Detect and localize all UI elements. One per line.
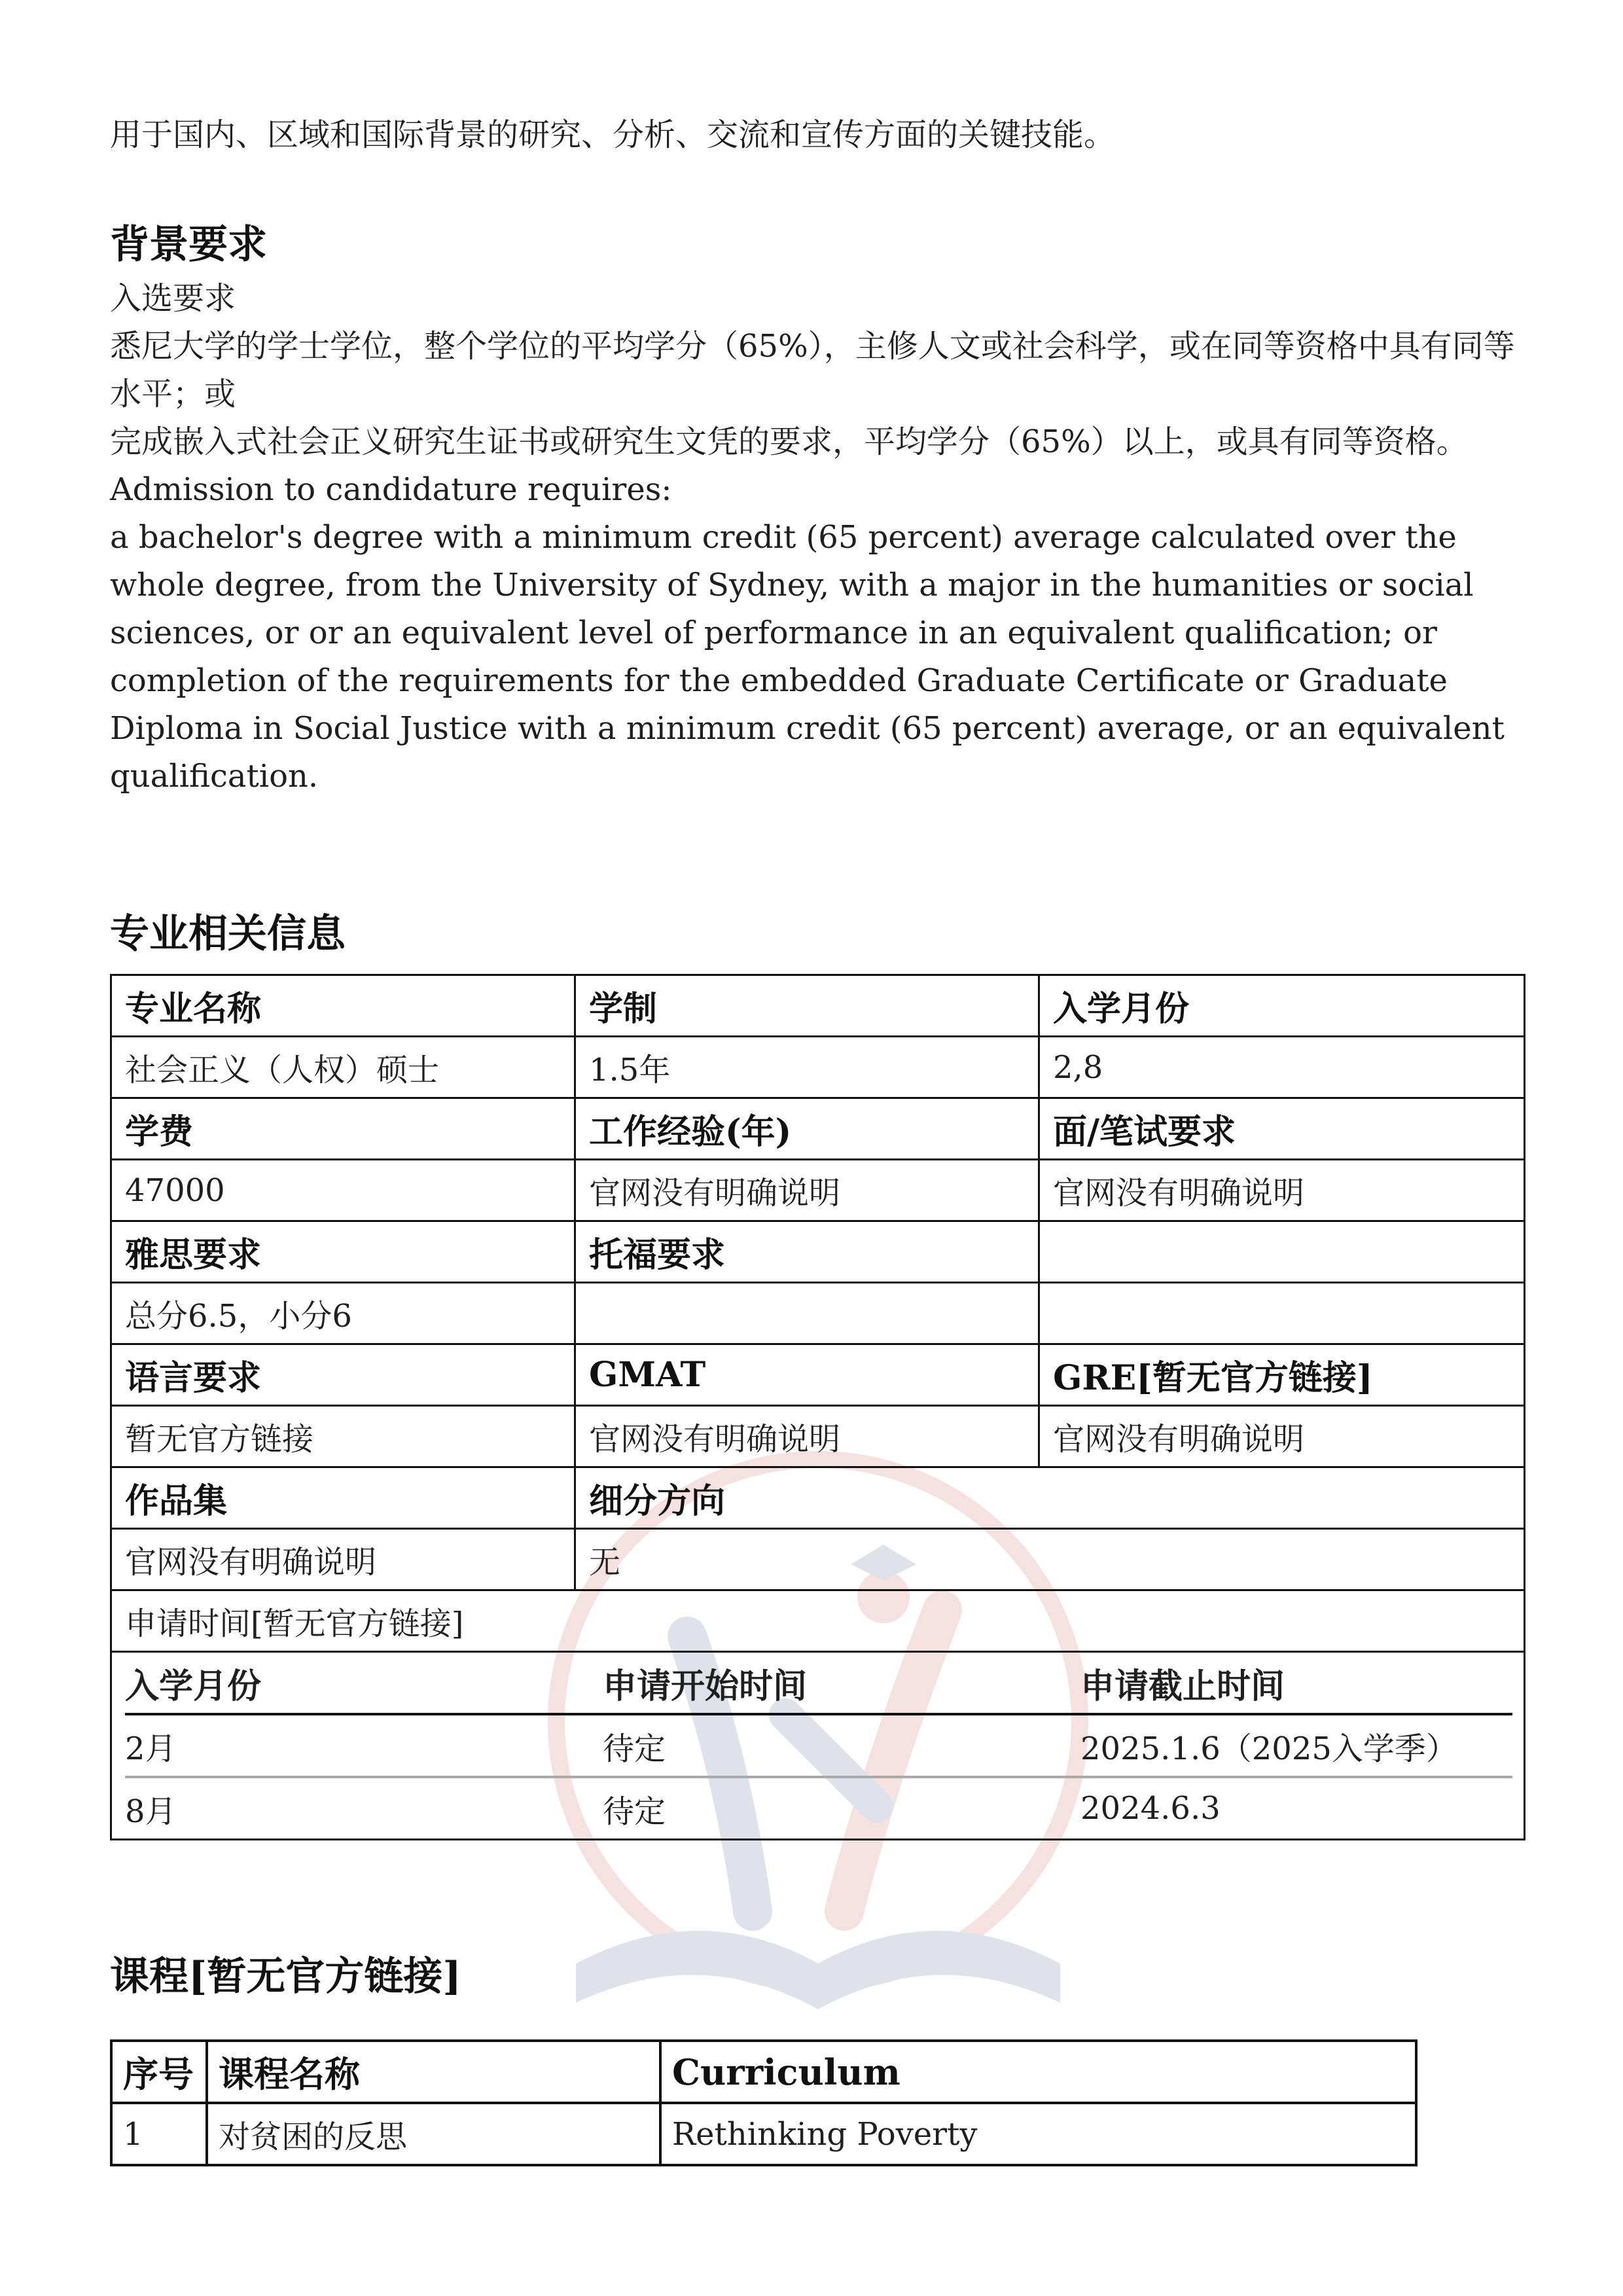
dates-header-start: 申请开始时间: [603, 1653, 1080, 1714]
courses-table: [110, 2039, 1418, 2166]
program-info-heading: 专业相关信息: [110, 911, 346, 957]
table-row: [111, 2103, 1416, 2165]
application-dates-table: [125, 1653, 1512, 1839]
work-experience-label: 工作经验(年): [575, 1098, 1039, 1160]
gmat-label: GMAT: [575, 1344, 1039, 1406]
empty-cell: [1039, 1283, 1525, 1344]
table-row: [111, 1283, 1525, 1344]
toefl-label: 托福要求: [575, 1221, 1039, 1283]
direction-value: 无: [575, 1529, 1525, 1590]
courses-heading: 课程[暂无官方链接]: [110, 1954, 461, 2000]
table-row: [111, 2041, 1416, 2103]
gre-value: 官网没有明确说明: [1039, 1406, 1525, 1467]
application-time-label: 申请时间[暂无官方链接]: [111, 1590, 1525, 1652]
duration-label: 学制: [575, 975, 1039, 1037]
table-row: [111, 1590, 1525, 1652]
course-header-name: 课程名称: [207, 2041, 660, 2103]
course-name: 对贫困的反思: [207, 2103, 660, 2165]
intro-paragraph: 用于国内、区域和国际背景的研究、分析、交流和宣传方面的关键技能。: [110, 117, 1116, 153]
course-header-index: 序号: [111, 2041, 207, 2103]
bg-line: completion of the requirements for the embedded Graduate Certificate or Graduate Diploma in Social Justice with a minimum credit (65 percent) average, or an equivalent qualification.: [110, 662, 1505, 795]
ielts-value: 总分6.5，小分6: [111, 1283, 575, 1344]
interview-label: 面/笔试要求: [1039, 1098, 1525, 1160]
tuition-value: 47000: [111, 1160, 575, 1221]
portfolio-label: 作品集: [111, 1467, 575, 1529]
bg-line: 悉尼大学的学士学位，整个学位的平均学分（65%），主修人文或社会科学，或在同等资格中具有同等水平；或: [110, 328, 1515, 412]
dates-cell: 待定: [603, 1714, 1080, 1777]
language-label: 语言要求: [111, 1344, 575, 1406]
dates-header-deadline: 申请截止时间: [1080, 1653, 1512, 1714]
table-row: [111, 975, 1525, 1037]
dates-cell: 待定: [603, 1793, 666, 1830]
language-value: 暂无官方链接: [111, 1406, 575, 1467]
table-row: [111, 1160, 1525, 1221]
course-index: 1: [111, 2103, 207, 2165]
program-name-label: 专业名称: [111, 975, 575, 1037]
dates-cell: 2025.1.6（2025入学季）: [1080, 1714, 1512, 1777]
interview-value: 官网没有明确说明: [1039, 1160, 1525, 1221]
table-row: [125, 1653, 1512, 1714]
dates-cell: 2月: [125, 1714, 603, 1777]
bg-line: a bachelor's degree with a minimum credit (65 percent) average calculated over the whole degree, from the University of Sydney, with a major in the humanities or social sciences, or or an equivalent level of performance in an equivalent qualification; or: [110, 519, 1474, 651]
program-info-table: [110, 974, 1525, 1840]
background-requirements-heading: 背景要求: [110, 222, 267, 268]
table-row: [111, 1406, 1525, 1467]
dates-cell: 8月: [125, 1793, 177, 1830]
table-row: [111, 1344, 1525, 1406]
table-row: [111, 1098, 1525, 1160]
work-experience-value: 官网没有明确说明: [575, 1160, 1039, 1221]
empty-cell: [1039, 1221, 1525, 1283]
portfolio-value: 官网没有明确说明: [111, 1529, 575, 1590]
dates-header-intake: 入学月份: [125, 1653, 603, 1714]
bg-line: 完成嵌入式社会正义研究生证书或研究生文凭的要求，平均学分（65%）以上，或具有同等资格。: [110, 423, 1468, 460]
application-dates-cell: [111, 1652, 1525, 1840]
table-row: [125, 1777, 1512, 1839]
table-row: [111, 1529, 1525, 1590]
program-name-value: 社会正义（人权）硕士: [111, 1037, 575, 1098]
table-row: [125, 1714, 1512, 1777]
duration-value: 1.5年: [575, 1037, 1039, 1098]
course-curriculum: Rethinking Poverty: [660, 2103, 1416, 2165]
intake-month-label: 入学月份: [1039, 975, 1525, 1037]
gre-label: GRE[暂无官方链接]: [1039, 1344, 1525, 1406]
toefl-value: [575, 1283, 1039, 1344]
table-row: [111, 1652, 1525, 1840]
course-header-curriculum: Curriculum: [660, 2041, 1416, 2103]
gmat-value: 官网没有明确说明: [575, 1406, 1039, 1467]
bg-line: 入选要求: [110, 280, 236, 317]
dates-cell: 2024.6.3: [1080, 1790, 1221, 1827]
table-row: [111, 1037, 1525, 1098]
intake-month-value: 2,8: [1039, 1037, 1525, 1098]
direction-label: 细分方向: [575, 1467, 1525, 1529]
tuition-label: 学费: [111, 1098, 575, 1160]
table-row: [111, 1467, 1525, 1529]
ielts-label: 雅思要求: [111, 1221, 575, 1283]
table-row: [111, 1221, 1525, 1283]
bg-line: Admission to candidature requires:: [110, 471, 672, 508]
background-requirements-body: [110, 275, 1524, 800]
